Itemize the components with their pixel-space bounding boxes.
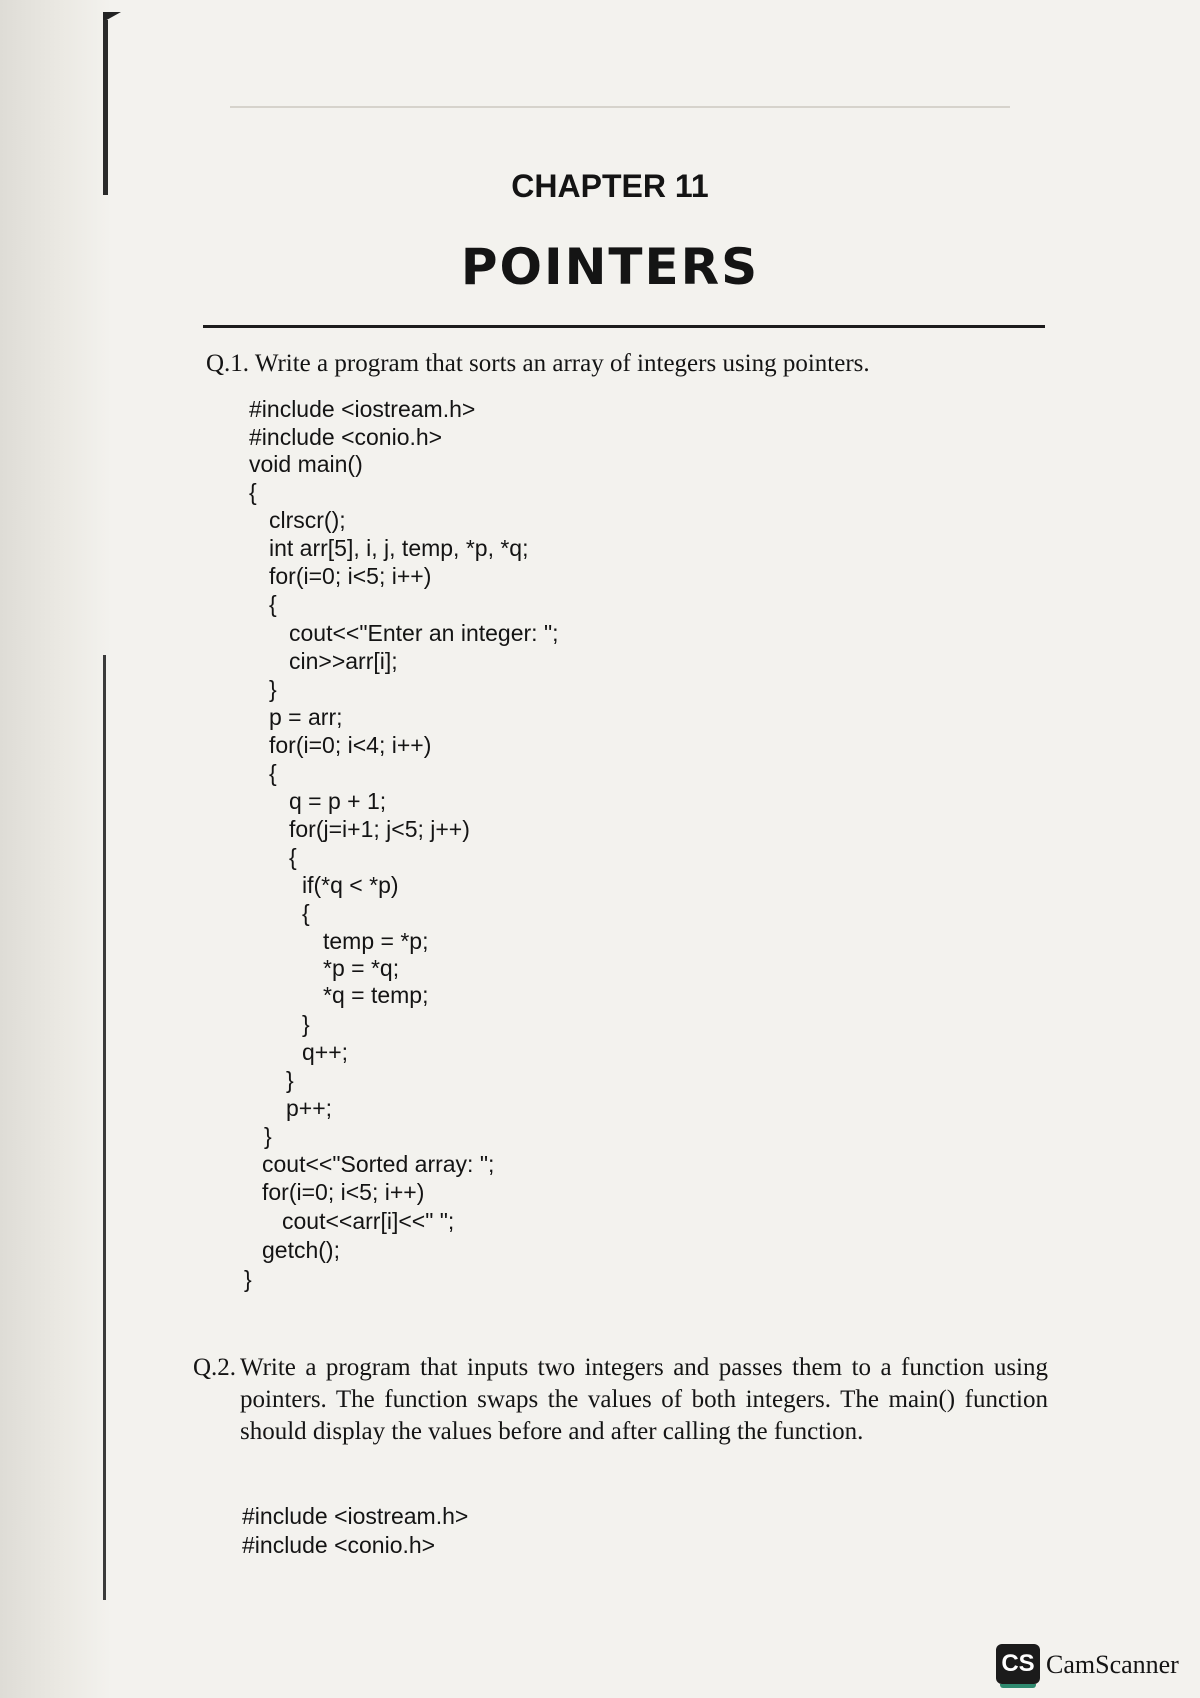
code-line: }	[269, 676, 277, 702]
code-line: }	[302, 1011, 310, 1037]
code-line: }	[286, 1067, 294, 1093]
code-line: *p = *q;	[323, 955, 400, 981]
code-line: {	[269, 591, 277, 617]
code-line: {	[249, 479, 257, 505]
code-line: }	[264, 1123, 272, 1149]
question-1	[206, 348, 1066, 380]
code-line: if(*q < *p)	[302, 872, 399, 898]
question-text: Write a program that sorts an array of integers using pointers.	[254, 350, 870, 377]
code-line: {	[289, 844, 297, 870]
question-number: Q.2.	[193, 1354, 237, 1381]
code-line: for(i=0; i<5; i++)	[262, 1179, 425, 1205]
code-line: for(i=0; i<4; i++)	[269, 732, 432, 758]
faded-header-rule	[230, 106, 1010, 108]
code-line: p++;	[286, 1095, 333, 1121]
code-line: getch();	[262, 1237, 340, 1263]
code-line: #include <conio.h>	[249, 424, 443, 450]
code-line: q = p + 1;	[289, 788, 387, 814]
question-number: Q.1.	[206, 350, 250, 377]
chapter-label: CHAPTER 11	[511, 168, 709, 204]
code-line: void main()	[249, 451, 363, 477]
question-2	[193, 1352, 1048, 1448]
code-line: #include <conio.h>	[242, 1532, 436, 1558]
code-line: p = arr;	[269, 704, 343, 730]
code-line: #include <iostream.h>	[249, 396, 476, 422]
code-line: cout<<arr[i]<<" ";	[282, 1208, 455, 1234]
code-line: {	[269, 760, 277, 786]
chapter-title: POINTERS	[460, 238, 760, 296]
code-line: q++;	[302, 1039, 349, 1065]
question-text: Write a program that inputs two integers and passes them to a function using pointers. The function swaps the values of both integers. The main() function should display the values before and after calling the function.	[240, 1354, 1048, 1445]
code-line: cout<<"Sorted array: ";	[262, 1151, 495, 1177]
code-line: #include <iostream.h>	[242, 1503, 469, 1529]
code-line: {	[302, 900, 310, 926]
camscanner-logo-icon: CS	[996, 1644, 1040, 1684]
code-line: temp = *p;	[323, 928, 429, 954]
code-line: cout<<"Enter an integer: ";	[289, 620, 559, 646]
title-divider	[203, 325, 1045, 328]
code-line: *q = temp;	[323, 982, 429, 1008]
code-line: clrscr();	[269, 507, 346, 533]
code-line: for(j=i+1; j<5; j++)	[289, 816, 470, 842]
book-spine-edge	[103, 655, 106, 1600]
code-line: int arr[5], i, j, temp, *p, *q;	[269, 535, 529, 561]
code-line: cin>>arr[i];	[289, 648, 398, 674]
camscanner-watermark: CamScanner	[1046, 1650, 1179, 1679]
code-line: }	[244, 1266, 252, 1292]
code-line: for(i=0; i<5; i++)	[269, 563, 432, 589]
